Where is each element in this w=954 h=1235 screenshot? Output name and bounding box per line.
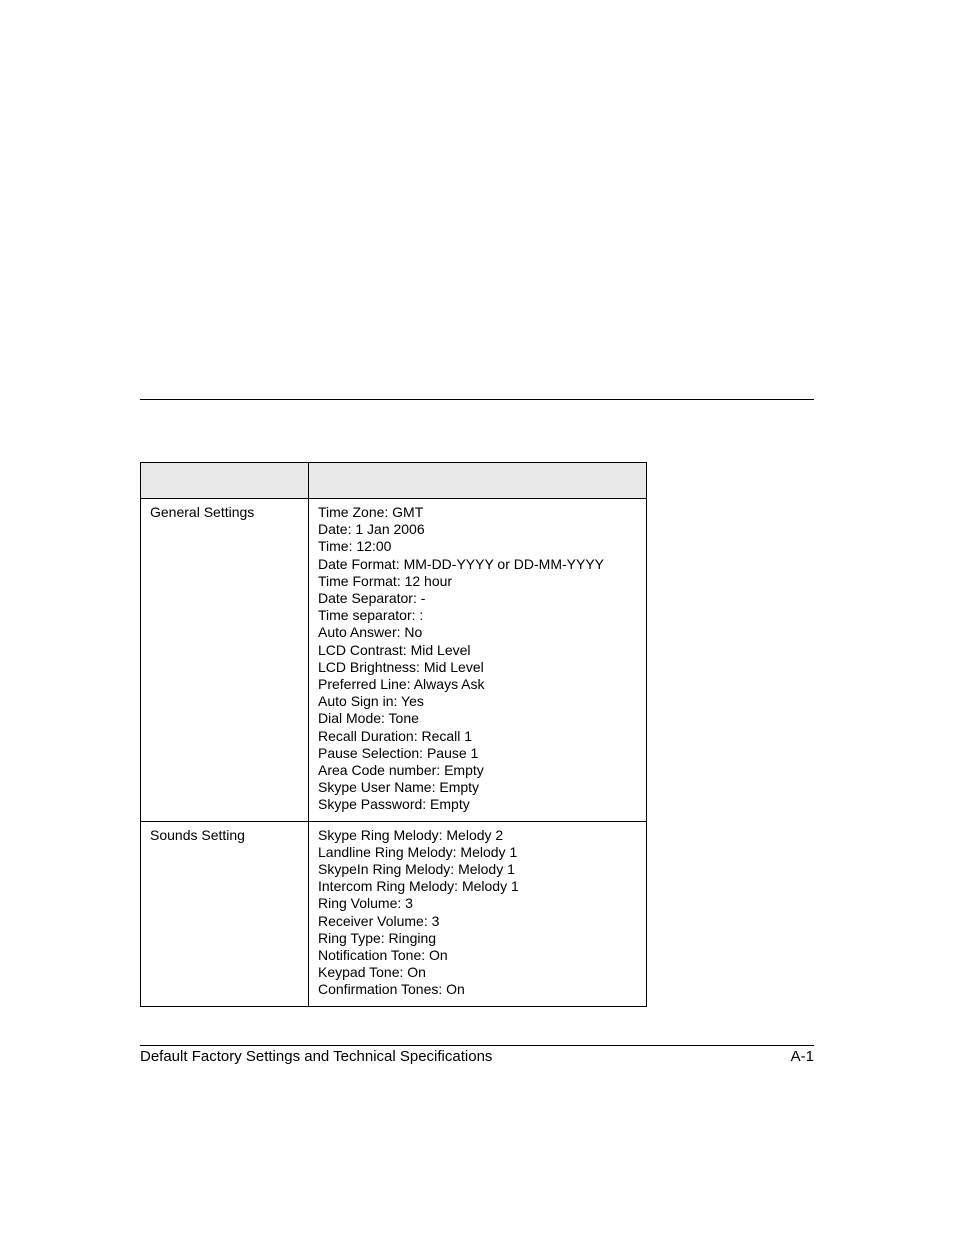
default-settings-table: [140, 462, 647, 1007]
setting-item: Skype User Name: Empty: [318, 779, 480, 796]
table-header-row: [141, 463, 647, 499]
setting-item: Preferred Line: Always Ask: [318, 676, 485, 693]
setting-item: Date Separator: -: [318, 590, 426, 607]
settings-list-cell: [309, 499, 647, 822]
setting-item: Ring Type: Ringing: [318, 929, 437, 946]
category-cell: [141, 499, 309, 822]
setting-item: Date: 1 Jan 2006: [318, 521, 425, 538]
table-header-cell-defaults: [309, 463, 647, 499]
setting-item: Ring Volume: 3: [318, 895, 413, 912]
setting-item: Auto Sign in: Yes: [318, 693, 424, 710]
setting-item: Date Format: MM-DD-YYYY or DD-MM-YYYY: [318, 555, 604, 572]
setting-item: Auto Answer: No: [318, 624, 423, 641]
settings-list-cell: [309, 821, 647, 1006]
setting-item: Time separator: :: [318, 607, 424, 624]
footer-title: Default Factory Settings and Technical Specifications: [140, 1048, 493, 1065]
setting-item: Time: 12:00: [318, 538, 392, 555]
setting-item: Notification Tone: On: [318, 947, 448, 964]
setting-item: LCD Brightness: Mid Level: [318, 658, 484, 675]
footer-rule: [140, 1045, 814, 1046]
setting-item: Receiver Volume: 3: [318, 912, 440, 929]
table-header-cell-feature: [141, 463, 309, 499]
table-row-sounds-setting: [141, 821, 647, 1006]
setting-item: Intercom Ring Melody: Melody 1: [318, 878, 519, 895]
setting-item: LCD Contrast: Mid Level: [318, 641, 471, 658]
table-row-general-settings: [141, 499, 647, 822]
category-cell: [141, 821, 309, 1006]
setting-item: Skype Password: Empty: [318, 796, 470, 813]
table-header-defaults-label: [309, 463, 646, 475]
setting-item: SkypeIn Ring Melody: Melody 1: [318, 861, 515, 878]
category-label: Sounds Setting: [150, 826, 245, 843]
category-label: General Settings: [150, 504, 255, 520]
setting-item: Recall Duration: Recall 1: [318, 727, 473, 744]
table-header-feature-label: [141, 463, 308, 475]
setting-item: Skype Ring Melody: Melody 2: [318, 826, 504, 843]
setting-item: Confirmation Tones: On: [318, 981, 465, 998]
page-number: A-1: [790, 1048, 814, 1065]
setting-item: Landline Ring Melody: Melody 1: [318, 843, 518, 860]
setting-item: Keypad Tone: On: [318, 964, 426, 981]
setting-item: Pause Selection: Pause 1: [318, 744, 479, 761]
setting-item: Dial Mode: Tone: [318, 710, 419, 727]
setting-item: Area Code number: Empty: [318, 762, 484, 779]
setting-item: Time Format: 12 hour: [318, 572, 453, 589]
setting-item: Time Zone: GMT: [318, 504, 424, 520]
header-rule: [140, 399, 814, 400]
